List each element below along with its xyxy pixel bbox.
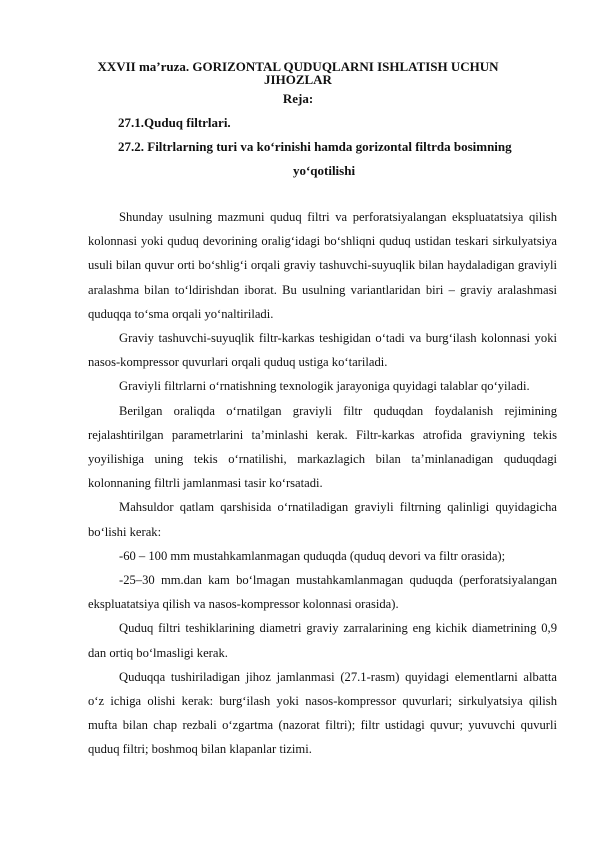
paragraph: Quduq filtri teshiklarining diametri graviy zarralarining eng kichik diametrining 0,9 dan ortiq bo‘lmasligi kerak. <box>88 621 557 660</box>
paragraph: Graviyli filtrlarni o‘rnatishning texnologik jarayoniga quyidagi talablar qo‘yiladi. <box>119 379 530 394</box>
lecture-title: XXVII ma’ruza. GORIZONTAL QUDUQLARNI ISHLATISH UCHUN JIHOZLAR <box>97 59 499 87</box>
toc-item-1: 27.1.Quduq filtrlari. <box>118 115 231 130</box>
paragraph: Berilgan oraliqda o‘rnatilgan graviyli filtr quduqdan foydalanish rejimining rejalashtirilgan parametrlarini ta’minlashi kerak. Filtr-karkas atrofida graviyning tekis yoyilishiga uning tekis o‘rnatilishi, markazlagich bilan ta’minlanadigan quduqdagi kolonnaning filtrli jamlanmasi tasir ko‘rsatadi. <box>88 403 557 491</box>
toc-item-2: 27.2. Filtrlarning turi va ko‘rinishi hamda gorizontal filtrda bosimning <box>118 139 512 154</box>
paragraph: -25–30 mm.dan kam bo‘lmagan mustahkamlanmagan quduqda (perforatsiyalangan ekspluatatsiya qilish va nasos-kompressor kolonnasi orasida). <box>88 573 557 612</box>
paragraph: Mahsuldor qatlam qarshisida o‘rnatiladigan graviyli filtrning qalinligi quyidagicha bo‘lishi kerak: <box>88 500 557 539</box>
paragraph: -60 – 100 mm mustahkamlanmagan quduqda (quduq devori va filtr orasida); <box>119 548 506 563</box>
plan-label: Reja: <box>282 91 314 106</box>
toc-item-2-continuation: yo‘qotilishi <box>292 163 356 178</box>
body-text <box>88 205 557 762</box>
paragraph: Quduqqa tushiriladigan jihoz jamlanmasi (27.1-rasm) quyidagi elementlarni albatta o‘z ichiga olishi kerak: burg‘ilash yoki nasos-kompressor quvurlari; sirkulyatsiya qilish mufta bilan chap rezbali o‘zgartma (nazorat filtri); filtr ustidagi quvur; yuvuvchi quvurli quduq filtri; boshmoq bilan klapanlar tizimi. <box>88 669 557 757</box>
paragraph: Graviy tashuvchi-suyuqlik filtr-karkas teshigidan o‘tadi va burg‘ilash kolonnasi yoki nasos-kompressor quvurlari orqali quduq ustiga ko‘tariladi. <box>88 331 557 370</box>
paragraph: Shunday usulning mazmuni quduq filtri va perforatsiyalangan ekspluatatsiya qilish kolonnasi yoki quduq devorining oralig‘idagi bo‘shliqni quduq ustidan teskari sirkulyatsiya usuli bilan quvur orti bo‘shlig‘i orqali graviy tashuvchi-suyuqlik bilan haydaladigan graviyli aralashma bilan to‘ldirishdan iborat. Bu usulning variantlaridan biri – graviy aralashmasi quduqqa to‘sma orqali yo‘naltiriladi. <box>88 210 557 321</box>
